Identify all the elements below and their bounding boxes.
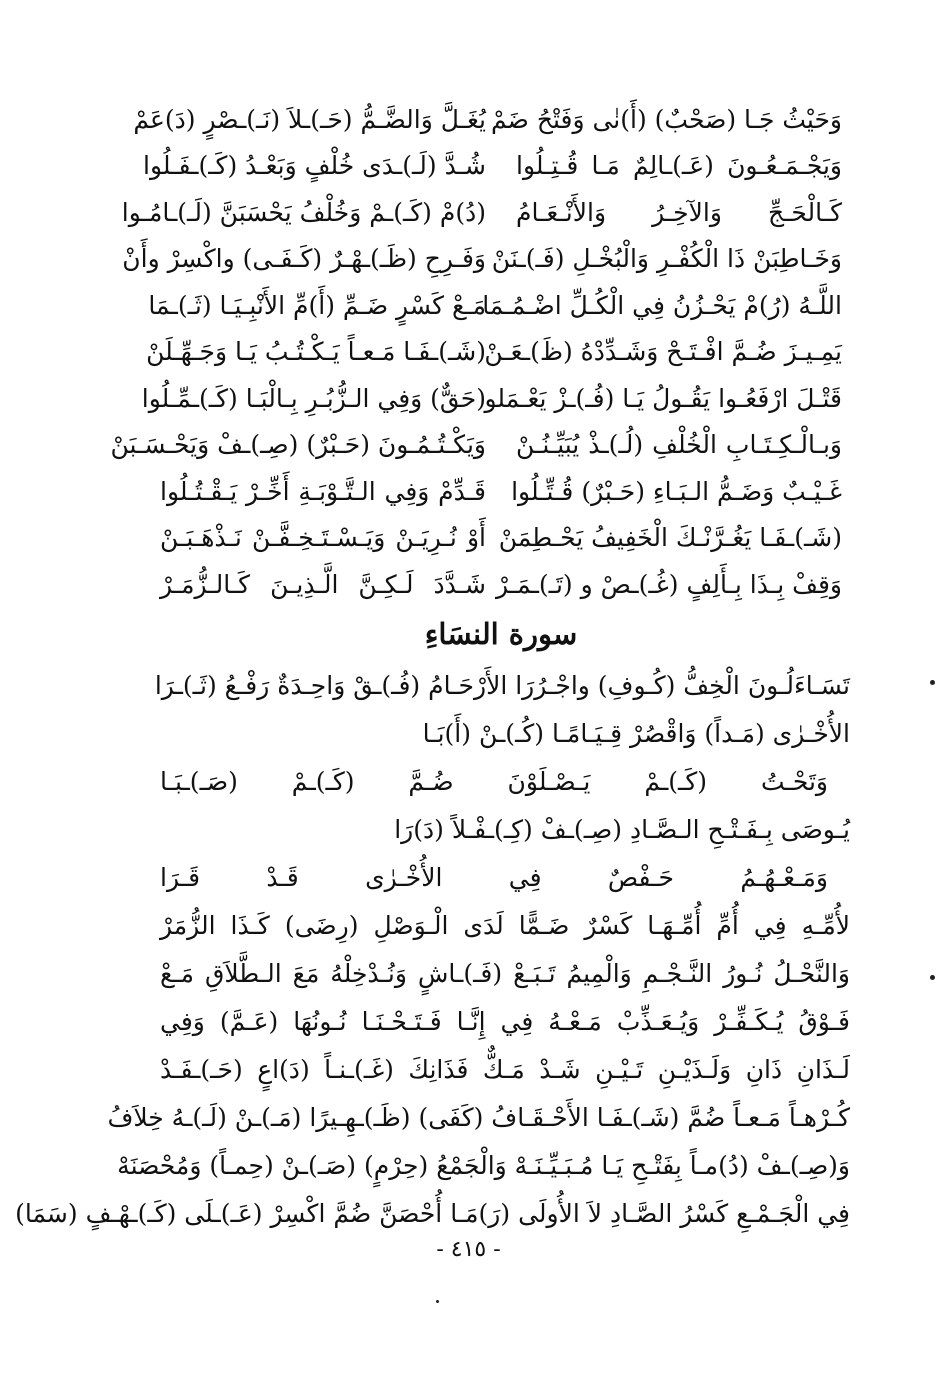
- verse-couplet: [122, 236, 842, 283]
- first-hemistich: وَيَجْـمَـعُـونَ (عَـ)ـالِمٌ مَـا قُـتِـلُوا: [516, 151, 842, 181]
- verse-couplet: [143, 143, 842, 190]
- first-hemistich: كَـالْحَـجِّ وَالآخِـرُ وَالأَنْـعَـامُ: [516, 197, 842, 227]
- margin-mark: [930, 975, 935, 980]
- verse-couplet: [121, 189, 842, 236]
- second-hemistich: مَـعْ كَسْرٍ ضَـمِّ (أَ)مِّ الأَنْبِـيَـا (ثَـ)ـمَا: [148, 290, 486, 320]
- second-hemistich: (حَقٌّ) وَفِي الـزُّبُـرِ بِـالْبَـا (كَـ)ـمِّـلُوا: [141, 383, 486, 413]
- surah-text: [15, 662, 850, 1238]
- text-line: وَمَـعْـهُـمُ حَـفْصٌ فِي الأُخْـرٰى قَـدْ قَـرَا: [160, 863, 828, 892]
- second-hemistich: (شَـ)ـفَـا مَـعـاً يَـكْـتُـبُ يَـا وَجَـهِّـلَنْ: [146, 337, 486, 367]
- first-hemistich: وَبـالْـكِـتَـابِ الْخُلْفِ (لُـ)ـذْ يُبَيِّـنُـنْ: [516, 430, 842, 460]
- text-line: لأُمِّـهِ فِي أُمِّ أُمِّـهَـا كَسْرٌ ضَـمًّا لَدَى الْـوَصْلِ (رِضَى) كَـذَا الزُّمَرْ: [160, 911, 850, 940]
- poem-verses: [110, 96, 842, 608]
- text-line: كُـرْهـاً مَـعـاً ضُمَّ (شَـ)ـفَـا الأَحْـقَـافُ (كَفَى) (ظَـ)ـهِـيرًا (مَـ)ـنْ (لَـ)ـهُ خِلاَفُ: [107, 1103, 850, 1132]
- text-line: فِي الْجَـمْـعِ كَسْرُ الصَّـادِ لاَ الأُولَى (رَ)مَـا أُحْصَنَّ ضُمَّ اكْسِرْ (عَـ)ـلَى (كَـ)ـهْـفٍ (سَمَا): [15, 1199, 850, 1228]
- second-hemistich: قَـدِّمْ وَفِي الـتَّـوْبَـةِ أَخِّـرْ يَـقْـتُـلُوا: [160, 476, 486, 506]
- second-hemistich: (دُ)مْ (كَـ)ـمْ وَخُلْفُ يَحْسَبَنَّ (لَـ)ـامُـوا: [121, 197, 486, 227]
- text-line: تَسَـاءَلُـونَ الْخِفُّ (كُـوفِ) واجْـرُرَا الأَرْحَـامُ (فُـ)ـقْ وَاحِـدَةٌ رَفْـعُ (ثَـ)ـرَا: [154, 671, 850, 700]
- second-hemistich: يُغَـلَّ وَالضَّـمُّ (حَـ)ـلاَ (نَـ)ـصْرٍ (دَ)عَمْ: [133, 104, 486, 134]
- second-hemistich: شَـدَّدَ لَـكِـنَّ الَّـذِيـنَ كَـالـزُّمَـرْ: [160, 569, 486, 599]
- second-hemistich: وَفَـرِحِ (ظَـ)ـهْـرٌ (كَـفَـى) واكْسِرْ وأَنْ: [122, 244, 486, 274]
- first-hemistich: غَـيْـبٌ وَضَـمُّ الـبَـاءِ (حَـبْرٌ) قُـتِّـلُوا: [511, 476, 842, 506]
- verse-couplet: [148, 282, 842, 329]
- second-hemistich: أَوْ نُـرِيَـنْ وَيَـسْـتَـخِـفَّـنْ نَـذْهَـبَـنْ: [160, 523, 486, 553]
- text-line: وَ(صِـ)ـفْ (دُ)مـاً بِفَتْـحِ يَـا مُـبَـيِّـنَـهْ وَالْجَمْعُ (حِرْمٍ) (صَـ)ـنْ (حِمـاً) وَمُحْصَنَهْ: [117, 1151, 850, 1180]
- first-hemistich: (شَـ)ـفَـا يَغُـرَّنْـكَ الْخَفِيفُ يَحْـطِمَنْ: [498, 523, 842, 553]
- first-hemistich: وَخَـاطِبَنْ ذَا الْكُفْـرِ وَالْبُخْـلِ (فَـ)ـنَنْ: [491, 244, 842, 274]
- first-hemistich: وَحَيْثُ جَـا (صَحْبٌ) (أَ)نٰى وَفَتْحُ ضَمْ: [491, 104, 842, 134]
- second-hemistich: شُـدَّ (لَـ)ـدَى خُلْفٍ وَبَعْـدُ (كَـ)ـفَـلُوا: [143, 151, 486, 181]
- verse-couplet: [141, 375, 842, 422]
- first-hemistich: وَقِفْ بِـذَا بِـأَلِفٍ (غُـ)ـصْ و (تَـ)ـمَـرْ: [496, 569, 842, 599]
- first-hemistich: اللَّـهُ (رُ)مْ يَحْـزُنُ فِي الْكُـلِّ اضْـمُـمَا: [482, 290, 842, 320]
- first-hemistich: يَمِـيـزَ ضُـمَّ افْـتَـحْ وَشَـدِّدْهُ (ظَ)ـعَـنْ: [484, 337, 842, 367]
- text-line: لَـذَانِ ذَانِ وَلَـذَيْـنِ تَـيْـنِ شَـدْ مَـكٌّ فَذَانِكَ (غَـ)ـنـاً (دَ)اعٍ (حَـ)ـفَـدْ: [160, 1055, 850, 1084]
- text-line: وَالنَّحْـلُ نُـورُ النَّـجْـمِ وَالْمِيمُ تَـبَـعْ (فَـ)ـاشٍ وَنُـدْخِلْهُ مَعَ الـطَّلاَقِ مَـعْ: [160, 959, 850, 988]
- verse-couplet: [160, 515, 842, 562]
- text-line: يُـوصَى بِـفَـتْـحِ الـصَّـادِ (صِـ)ـفْ (كِـ)ـفْـلاً (دَ)رَا: [394, 815, 850, 844]
- first-hemistich: قَتْـلَ ارْفَعُـوا يَقُـولُ يَـا (فُـ)ـزْ يَعْـمَلو: [484, 383, 842, 413]
- page-number: - ٤١٥ -: [436, 1237, 501, 1262]
- margin-mark: [930, 680, 935, 685]
- margin-mark: [436, 1300, 439, 1303]
- verse-couplet: [160, 468, 842, 515]
- verse-couplet: [160, 561, 842, 608]
- verse-couplet: [146, 329, 842, 376]
- text-line: فَـوْقُ يُـكَـفِّـرْ وَيُـعَـذِّبْ مَـعْـهُ فِي إِنَّـا فَـتَـحْـنَـا نُـونُهَا (عَـمَّ) وَفِي: [160, 1007, 850, 1036]
- surah-heading: سورة النسَاءِ: [424, 617, 578, 651]
- verse-couplet: [133, 96, 842, 143]
- second-hemistich: وَيَكْـتُـمُـونَ (حَـبْرٌ) (صِـ)ـفْ وَيَحْـسَـبَنْ: [110, 430, 486, 460]
- text-line: الأُخْـرٰى (مَـداً) وَاقْصُرْ قِـيَـامًـا (كُـ)ـنْ (أَ)بَـا: [422, 719, 850, 748]
- verse-couplet: [110, 422, 842, 469]
- text-line: وَتَحْـتُ (كَـ)ـمْ يَـصْـلَوْنَ ضُـمَّ (كَـ)ـمْ (صَـ)ـبَـا: [160, 767, 828, 796]
